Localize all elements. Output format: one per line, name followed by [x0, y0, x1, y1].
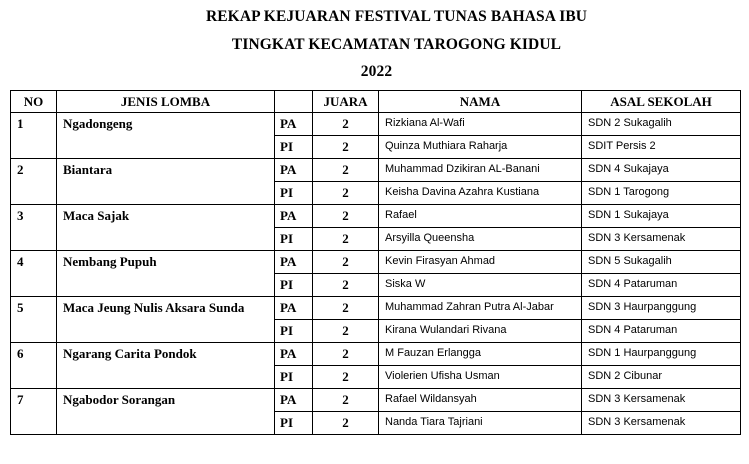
- row-number-cell: [11, 320, 57, 343]
- results-table: [10, 90, 741, 435]
- document-year: 2022: [360, 63, 393, 80]
- table-row: [11, 113, 741, 136]
- competition-name-cell: [57, 228, 275, 251]
- row-number-cell: [11, 182, 57, 205]
- nama-cell: Quinza Muthiara Raharja: [379, 136, 582, 159]
- nama-cell: Kirana Wulandari Rivana: [379, 320, 582, 343]
- table-body: [11, 113, 741, 435]
- category-cell: PI: [275, 320, 313, 343]
- competition-name: Maca Jeung Nulis Aksara Sunda: [57, 297, 275, 320]
- table-row: [11, 251, 741, 274]
- nama-cell: Rizkiana Al-Wafi: [379, 113, 582, 136]
- document-subtitle: TINGKAT KECAMATAN TAROGONG KIDUL: [231, 36, 562, 53]
- table-row: [11, 412, 741, 435]
- asal-sekolah-cell: SDN 2 Sukagalih: [582, 113, 741, 136]
- asal-sekolah-cell: SDN 3 Kersamenak: [582, 412, 741, 435]
- nama-cell: Arsyilla Queensha: [379, 228, 582, 251]
- competition-name: Ngadongeng: [57, 113, 275, 136]
- category-cell: PA: [275, 389, 313, 412]
- asal-sekolah-cell: SDN 3 Haurpanggung: [582, 297, 741, 320]
- category-cell: PA: [275, 159, 313, 182]
- nama-cell: Muhammad Zahran Putra Al-Jabar: [379, 297, 582, 320]
- row-number: 2: [11, 159, 57, 182]
- juara-cell: 2: [313, 320, 379, 343]
- competition-name-cell: [57, 412, 275, 435]
- juara-cell: 2: [313, 159, 379, 182]
- juara-cell: 2: [313, 205, 379, 228]
- table-row: [11, 343, 741, 366]
- competition-name-cell: [57, 182, 275, 205]
- row-number: 4: [11, 251, 57, 274]
- juara-cell: 2: [313, 251, 379, 274]
- table-row: [11, 389, 741, 412]
- competition-name-cell: [57, 366, 275, 389]
- asal-sekolah-cell: SDN 3 Kersamenak: [582, 389, 741, 412]
- row-number-cell: [11, 274, 57, 297]
- header-jenis-lomba: JENIS LOMBA: [57, 91, 275, 113]
- nama-cell: Rafael: [379, 205, 582, 228]
- nama-cell: Kevin Firasyan Ahmad: [379, 251, 582, 274]
- row-number-cell: [11, 136, 57, 159]
- table-row: [11, 297, 741, 320]
- header-no: NO: [11, 91, 57, 113]
- juara-cell: 2: [313, 182, 379, 205]
- juara-cell: 2: [313, 412, 379, 435]
- juara-cell: 2: [313, 136, 379, 159]
- header-nama: NAMA: [379, 91, 582, 113]
- juara-cell: 2: [313, 113, 379, 136]
- competition-name: Biantara: [57, 159, 275, 182]
- competition-name: Maca Sajak: [57, 205, 275, 228]
- asal-sekolah-cell: SDN 4 Pataruman: [582, 320, 741, 343]
- asal-sekolah-cell: SDN 4 Pataruman: [582, 274, 741, 297]
- asal-sekolah-cell: SDIT Persis 2: [582, 136, 741, 159]
- row-number: 7: [11, 389, 57, 412]
- row-number: 1: [11, 113, 57, 136]
- table-row: [11, 159, 741, 182]
- asal-sekolah-cell: SDN 2 Cibunar: [582, 366, 741, 389]
- category-cell: PI: [275, 228, 313, 251]
- competition-name-cell: [57, 320, 275, 343]
- table-row: [11, 274, 741, 297]
- row-number-cell: [11, 228, 57, 251]
- juara-cell: 2: [313, 297, 379, 320]
- competition-name-cell: [57, 136, 275, 159]
- competition-name: Nembang Pupuh: [57, 251, 275, 274]
- competition-name: Ngarang Carita Pondok: [57, 343, 275, 366]
- category-cell: PI: [275, 366, 313, 389]
- competition-name: Ngabodor Sorangan: [57, 389, 275, 412]
- nama-cell: M Fauzan Erlangga: [379, 343, 582, 366]
- row-number: 6: [11, 343, 57, 366]
- asal-sekolah-cell: SDN 4 Sukajaya: [582, 159, 741, 182]
- table-row: [11, 136, 741, 159]
- header-category: [275, 91, 313, 113]
- category-cell: PA: [275, 297, 313, 320]
- table-header-row: [11, 91, 741, 113]
- table-row: [11, 228, 741, 251]
- nama-cell: Violerien Ufisha Usman: [379, 366, 582, 389]
- header-asal-sekolah: ASAL SEKOLAH: [582, 91, 741, 113]
- category-cell: PA: [275, 205, 313, 228]
- competition-name-cell: [57, 274, 275, 297]
- nama-cell: Nanda Tiara Tajriani: [379, 412, 582, 435]
- category-cell: PA: [275, 343, 313, 366]
- header-juara: JUARA: [313, 91, 379, 113]
- table-row: [11, 205, 741, 228]
- juara-cell: 2: [313, 389, 379, 412]
- row-number: 5: [11, 297, 57, 320]
- juara-cell: 2: [313, 228, 379, 251]
- nama-cell: Keisha Davina Azahra Kustiana: [379, 182, 582, 205]
- asal-sekolah-cell: SDN 1 Sukajaya: [582, 205, 741, 228]
- asal-sekolah-cell: SDN 3 Kersamenak: [582, 228, 741, 251]
- juara-cell: 2: [313, 343, 379, 366]
- table-row: [11, 182, 741, 205]
- row-number-cell: [11, 412, 57, 435]
- row-number-cell: [11, 366, 57, 389]
- category-cell: PI: [275, 136, 313, 159]
- table-row: [11, 366, 741, 389]
- nama-cell: Rafael Wildansyah: [379, 389, 582, 412]
- category-cell: PI: [275, 182, 313, 205]
- asal-sekolah-cell: SDN 1 Haurpanggung: [582, 343, 741, 366]
- document-title: REKAP KEJUARAN FESTIVAL TUNAS BAHASA IBU: [205, 8, 588, 25]
- table-row: [11, 320, 741, 343]
- nama-cell: Muhammad Dzikiran AL-Banani: [379, 159, 582, 182]
- asal-sekolah-cell: SDN 5 Sukagalih: [582, 251, 741, 274]
- category-cell: PI: [275, 412, 313, 435]
- juara-cell: 2: [313, 274, 379, 297]
- category-cell: PA: [275, 251, 313, 274]
- category-cell: PI: [275, 274, 313, 297]
- nama-cell: Siska W: [379, 274, 582, 297]
- row-number: 3: [11, 205, 57, 228]
- category-cell: PA: [275, 113, 313, 136]
- asal-sekolah-cell: SDN 1 Tarogong: [582, 182, 741, 205]
- juara-cell: 2: [313, 366, 379, 389]
